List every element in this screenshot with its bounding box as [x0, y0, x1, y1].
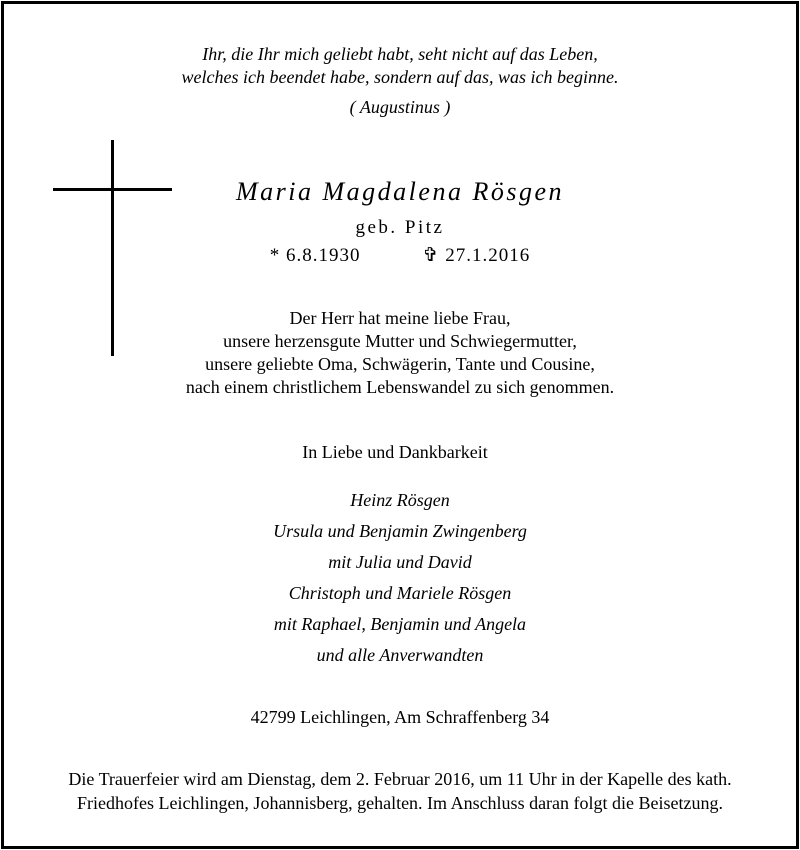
funeral-info-line-2: Friedhofes Leichlingen, Johannisberg, gehalten. Im Anschluss daran folgt die Beisetzung. — [76, 793, 724, 813]
quote-line-2: welches ich beendet habe, sondern auf das, was ich beginne. — [181, 67, 619, 87]
mourner-line: Christoph und Mariele Rösgen — [288, 583, 512, 603]
announcement-line-1: Der Herr hat meine liebe Frau, — [289, 308, 511, 328]
mourner-line: Heinz Rösgen — [350, 490, 450, 510]
closing-phrase: In Liebe und Dankbarkeit — [302, 442, 488, 462]
announcement-line-3: unsere geliebte Oma, Schwägerin, Tante und Cousine, — [205, 354, 595, 374]
mourner-line: mit Julia und David — [328, 552, 472, 572]
announcement-line-4: nach einem christlichem Lebenswandel zu sich genommen. — [185, 377, 615, 397]
address: 42799 Leichlingen, Am Schraffenberg 34 — [250, 707, 550, 727]
mourner-line: und alle Anverwandten — [316, 645, 484, 665]
maiden-name: geb. Pitz — [355, 217, 445, 238]
quote-line-1: Ihr, die Ihr mich geliebt habt, seht nicht auf das Leben, — [202, 44, 598, 64]
mourner-line: mit Raphael, Benjamin und Angela — [273, 614, 527, 634]
mourner-line: Ursula und Benjamin Zwingenberg — [273, 521, 527, 541]
deceased-name: Maria Magdalena Rösgen — [236, 177, 564, 206]
life-dates — [0, 245, 800, 267]
announcement-line-2: unsere herzensgute Mutter und Schwiegermutter, — [223, 331, 577, 351]
birth-date: * 6.8.1930 — [269, 245, 361, 266]
funeral-info-line-1: Die Trauerfeier wird am Dienstag, dem 2. Februar 2016, um 11 Uhr in der Kapelle des kath. — [68, 769, 732, 789]
death-date: ✞ 27.1.2016 — [422, 245, 531, 266]
quote-author: ( Augustinus ) — [349, 97, 451, 117]
